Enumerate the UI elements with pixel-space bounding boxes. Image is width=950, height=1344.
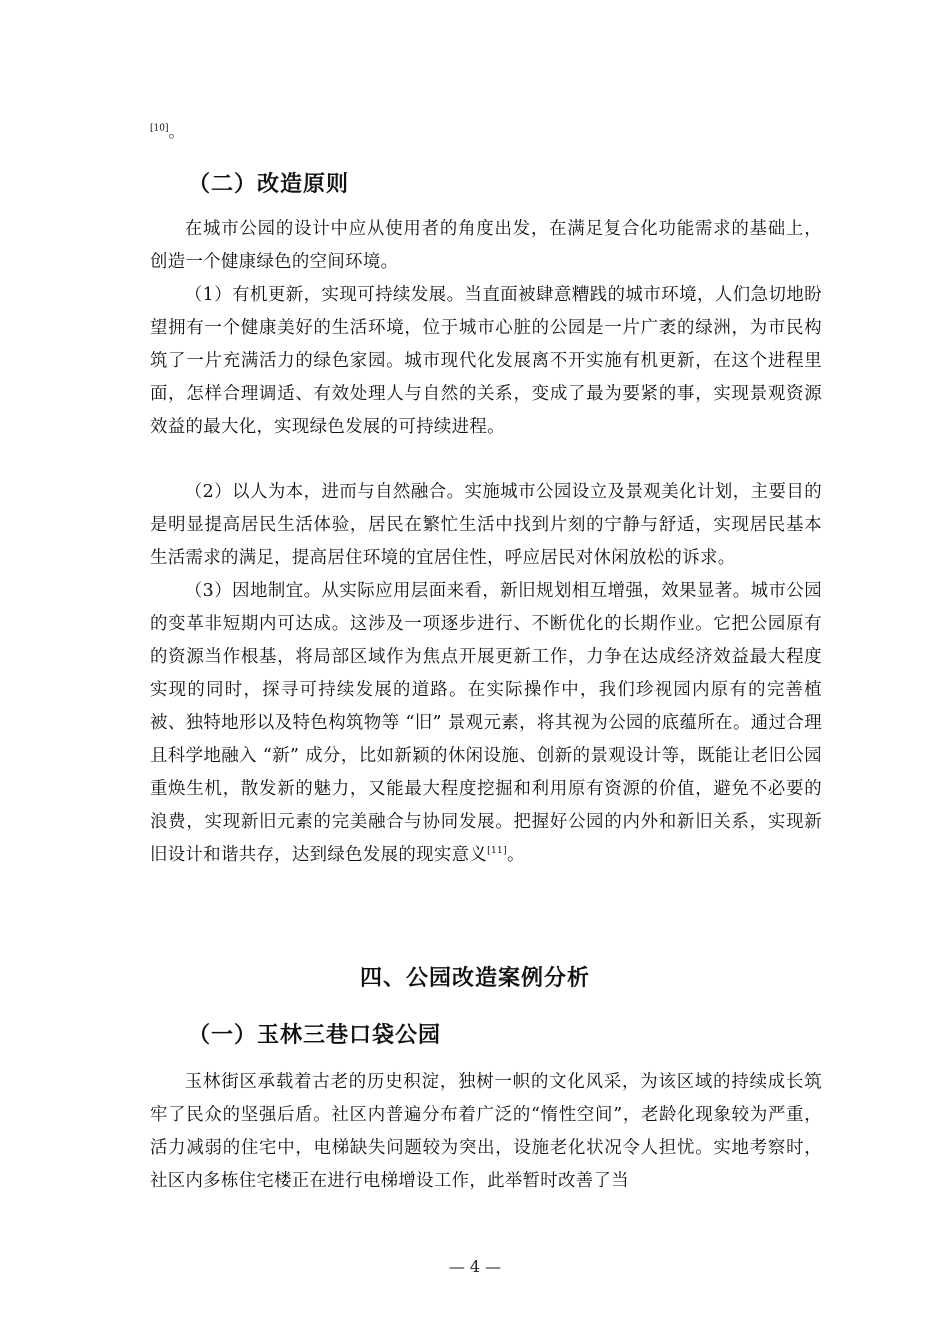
paragraph-principle-1: （1）有机更新，实现可持续发展。当直面被肆意糟践的城市环境，人们急切地盼望拥有一个健康美好的生活环境，位于城市心脏的公园是一片广袤的绿洲，为市民构筑了一片充满活力的绿色家园。城市现代化发展离不开实施有机更新，在这个进程里面，怎样合理调适、有效处理人与自然的关系，变成了最为要紧的事，实现景观资源效益的最大化，实现绿色发展的可持续进程。 <box>150 285 822 437</box>
continued-text-fragment <box>150 122 185 142</box>
citation-ref: [11] <box>487 846 507 857</box>
principle-3-text: （3）因地制宜。从实际应用层面来看，新旧规划相互增强，效果显著。城市公园的变革非短期内可达成。这涉及一项逐步进行、不断优化的长期作业。它把公园原有的资源当作根基，将局部区域作为焦点开展更新工作，力争在达成经济效益最大程度实现的同时，探寻可持续发展的道路。在实际操作中，我们珍视园内原有的完善植被、独特地形以及特色构筑物等 “旧” 景观元素，将其视为公园的底蕴所在。通过合理且科学地融入 “新” 成分，比如新颖的休闲设施、创新的景观设计等，既能让老旧公园重焕生机，散发新的魅力，又能最大程度挖掘和利用原有资源的价值，避免不必要的浪费，实现新旧元素的完美融合与协同发展。把握好公园的内外和新旧关系，实现新旧设计和谐共存，达到绿色发展的现实意义 <box>150 581 822 865</box>
paragraph-case-1: 玉林街区承载着古老的历史积淀，独树一帜的文化风采，为该区域的持续成长筑牢了民众的坚强后盾。社区内普遍分布着广泛的“惰性空间”，老龄化现象较为严重，活力减弱的住宅中，电梯缺失问题较为突出，设施老化状况令人担忧。实地考察时，社区内多栋住宅楼正在进行电梯增设工作，此举暂时改善了当 <box>150 1072 822 1191</box>
fragment-text: 。 <box>168 122 185 141</box>
paragraph-principle-2: （2）以人为本，进而与自然融合。实施城市公园设立及景观美化计划，主要目的是明显提高居民生活体验，居民在繁忙生活中找到片刻的宁静与舒适，实现居民基本生活需求的满足，提高居住环境的宜居住性，呼应居民对休闲放松的诉求。 <box>150 482 822 568</box>
principle-3-end: 。 <box>506 845 525 865</box>
paragraph-principles-intro: 在城市公园的设计中应从使用者的角度出发，在满足复合化功能需求的基础上，创造一个健康绿色的空间环境。 <box>150 219 822 272</box>
paragraph-principle-3 <box>150 575 822 872</box>
section-heading-case-1: （一）玉林三巷口袋公园 <box>188 1023 442 1048</box>
page-number: — 4 — <box>448 1257 502 1276</box>
chapter-heading: 四、公园改造案例分析 <box>359 966 590 991</box>
citation-ref: [10] <box>150 123 169 134</box>
section-heading-principles: （二）改造原则 <box>188 172 350 197</box>
